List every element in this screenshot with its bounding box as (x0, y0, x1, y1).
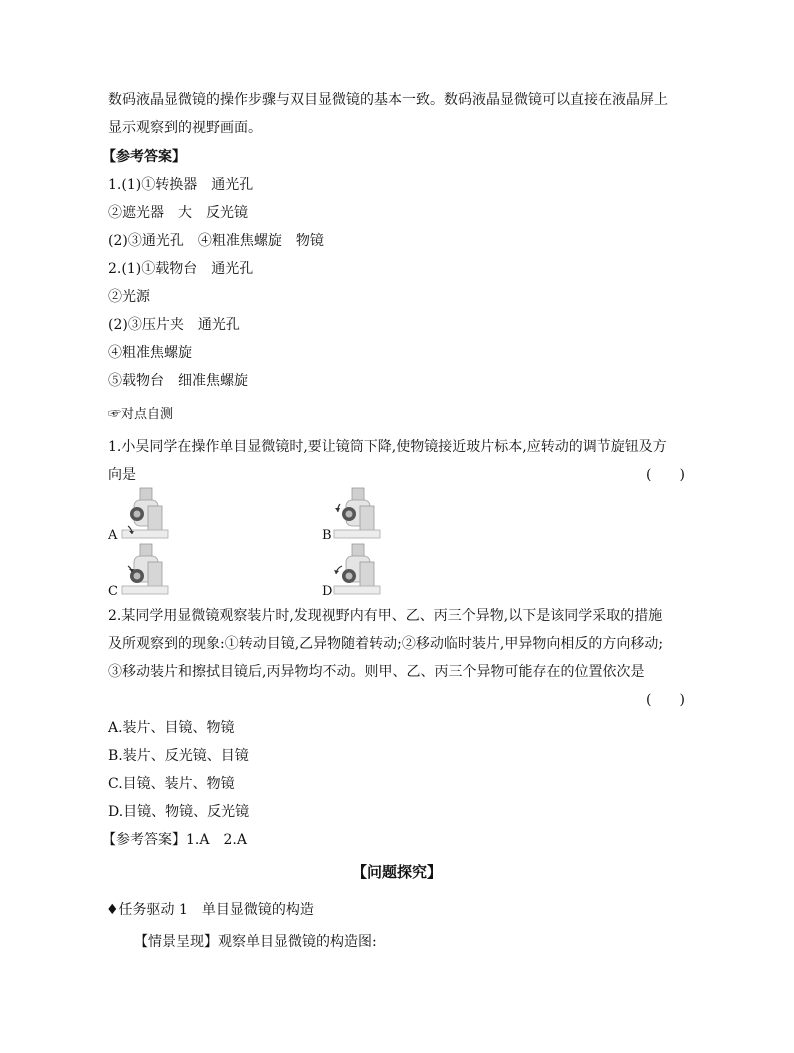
option-letter-a: A (108, 528, 118, 543)
q2-line-1: 2.某同学用显微镜观察装片时,发现视野内有甲、乙、丙三个异物,以下是该同学采取的措施 (108, 608, 663, 624)
answer-line: ④粗准焦螺旋 (108, 345, 192, 361)
answer-line: ⑤载物台 细准焦螺旋 (108, 373, 248, 389)
q1-option-d-image[interactable] (330, 542, 384, 596)
q1-option-c-image[interactable] (118, 542, 172, 596)
q1-option-a-image[interactable] (118, 486, 172, 540)
intro-line-2: 显示观察到的视野画面。 (108, 120, 262, 136)
q1-line-2: 向是 (108, 467, 136, 483)
q1-line-1: 1.小吴同学在操作单目显微镜时,要让镜筒下降,使物镜接近玻片标本,应转动的调节旋钮及方 (108, 439, 667, 455)
option-letter-c: C (108, 584, 118, 599)
answer-line: 1.(1)①转换器 通光孔 (108, 177, 254, 193)
q2-answer-paren: ( ) (646, 692, 685, 708)
answer-line: 2.(1)①载物台 通光孔 (108, 261, 254, 277)
self-test-heading: ☞对点自测 (108, 407, 174, 422)
answer-line: (2)③通光孔 ④粗准焦螺旋 物镜 (108, 233, 324, 249)
q2-option-d[interactable]: D.目镜、物镜、反光镜 (108, 804, 250, 820)
answer-line: ②遮光器 大 反光镜 (108, 205, 248, 221)
intro-line-1: 数码液晶显微镜的操作步骤与双目显微镜的基本一致。数码液晶显微镜可以直接在液晶屏上 (108, 92, 668, 108)
self-test-answer (102, 830, 247, 850)
answers-title: 【参考答案】 (102, 149, 186, 165)
answer-line: (2)③压片夹 通光孔 (108, 317, 240, 333)
self-test-answer-text: 【参考答案】1.A 2.A (102, 832, 247, 848)
q2-option-b[interactable]: B.装片、反光镜、目镜 (108, 748, 249, 764)
q2-line-2: 及所观察到的现象:①转动目镜,乙异物随着转动;②移动临时装片,甲异物向相反的方向移动; (108, 636, 664, 652)
q1-option-b-image[interactable] (330, 486, 384, 540)
q2-line-3: ③移动装片和擦拭目镜后,丙异物均不动。则甲、乙、丙三个异物可能存在的位置依次是 (108, 664, 645, 680)
task-heading: ♦任务驱动 1 单目显微镜的构造 (106, 902, 314, 918)
answer-line: ②光源 (108, 289, 150, 305)
option-letter-d: D (322, 584, 333, 599)
q2-option-c[interactable]: C.目镜、装片、物镜 (108, 776, 235, 792)
section-title: 【问题探究】 (351, 863, 442, 881)
option-letter-b: B (322, 528, 332, 543)
q2-option-a[interactable]: A.装片、目镜、物镜 (108, 720, 235, 736)
scenario-line: 【情景呈现】观察单目显微镜的构造图: (134, 934, 377, 950)
q1-answer-paren: ( ) (646, 467, 685, 483)
